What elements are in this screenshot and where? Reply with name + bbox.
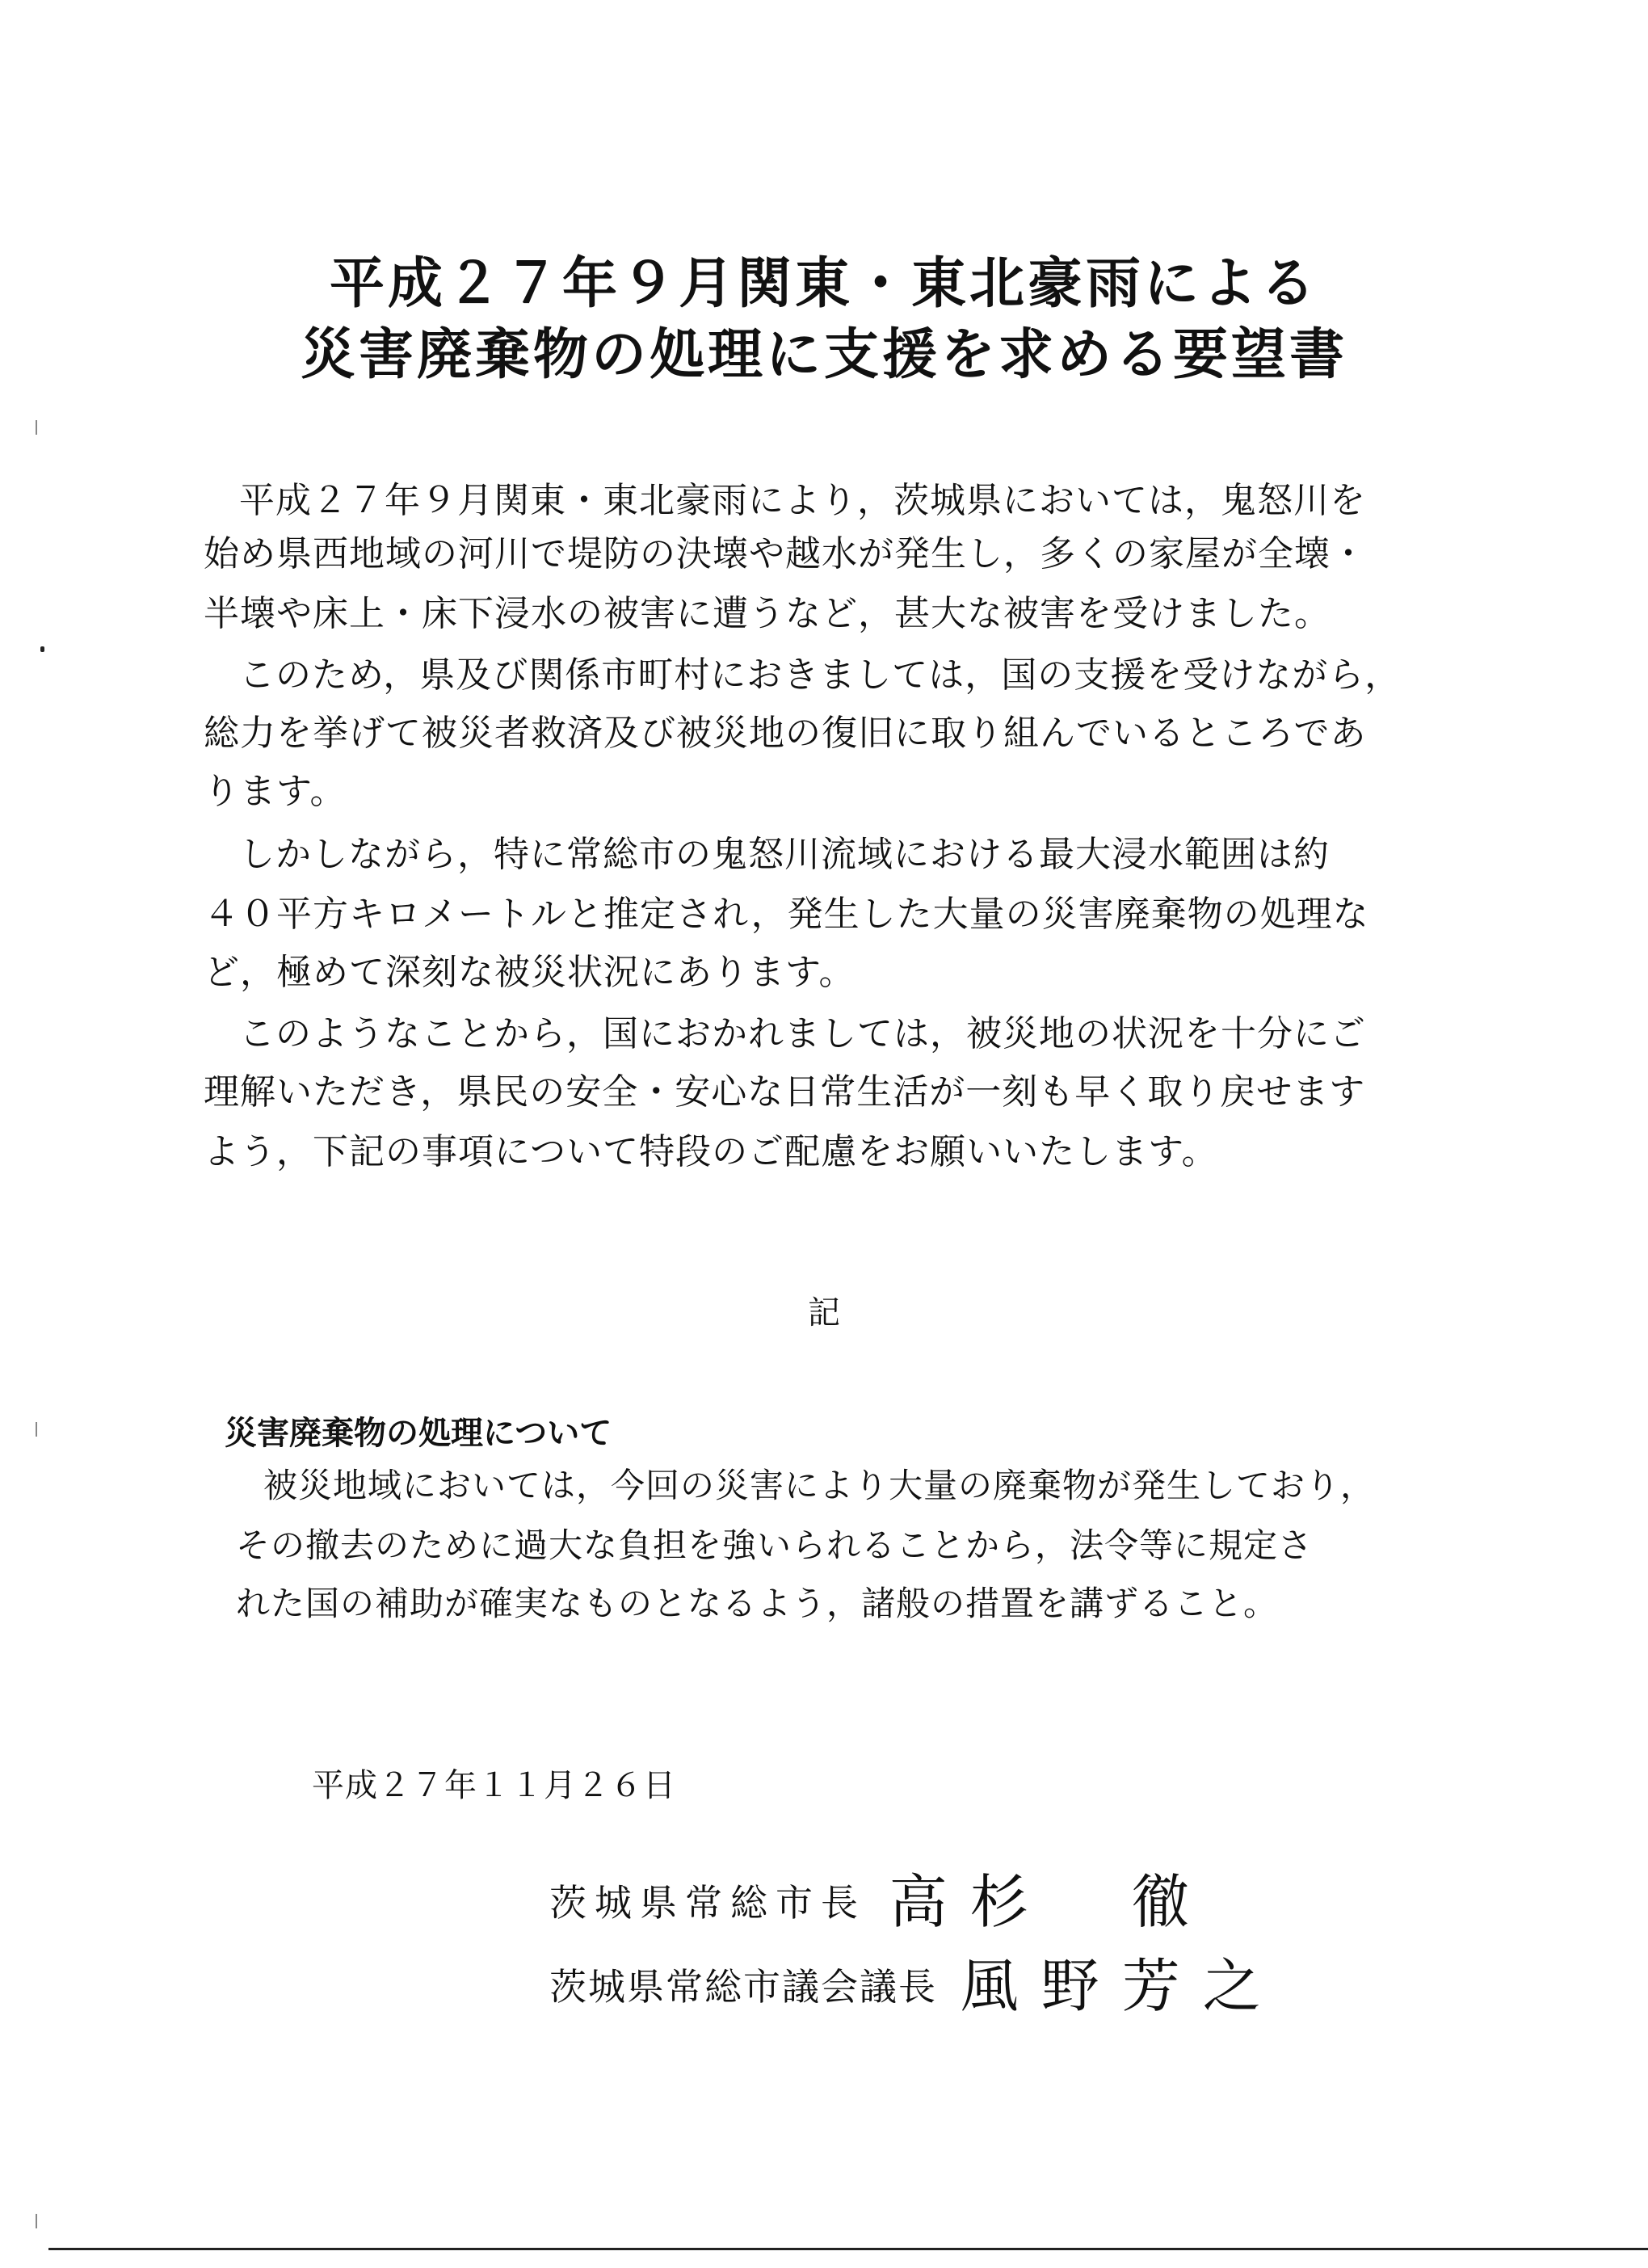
body-line: よう，下記の事項について特段のご配慮をお願いいたします。 [204, 1131, 1218, 1172]
ki-label: 記 [808, 1294, 840, 1332]
document-title-line-2: 災害廃棄物の処理に支援を求める要望書 [300, 323, 1347, 387]
scan-margin-mark [36, 420, 37, 435]
document-title-line-1: 平成２７年９月関東・東北豪雨による [329, 252, 1318, 316]
section-line: その撤去のために過大な負担を強いられることから，法令等に規定さ [236, 1525, 1314, 1565]
scan-speck [40, 646, 44, 652]
signature-name: 風野芳之 [960, 1952, 1284, 2020]
scan-margin-mark [36, 2214, 37, 2228]
body-line: 半壊や床上・床下浸水の被害に遭うなど，甚大な被害を受けました。 [204, 593, 1331, 634]
body-line: ど，極めて深刻な被災状況にあります。 [204, 952, 856, 993]
section-line: 被災地域においては，今回の災害により大量の廃棄物が発生しており， [263, 1466, 1376, 1505]
body-line: ４０平方キロメートルと推定され，発生した大量の災害廃棄物の処理な [204, 894, 1369, 935]
signature-title: 茨城県常総市長 [549, 1881, 866, 1925]
page-bottom-rule [48, 2248, 1648, 2250]
document-date: 平成２７年１１月２６日 [312, 1767, 676, 1804]
body-line: ります。 [204, 771, 347, 812]
signature-row-chair [549, 1939, 1284, 2023]
body-line: このため，県及び関係市町村におきましては，国の支援を受けながら， [239, 654, 1402, 696]
body-line: 総力を挙げて被災者救済及び被災地の復旧に取り組んでいるところであ [204, 713, 1367, 754]
section-heading: 災害廃棄物の処理について [225, 1415, 612, 1452]
signature-name: 高杉 徹 [889, 1868, 1213, 1936]
body-line: 理解いただき，県民の安全・安心な日常生活が一刻も早く取り戻せます [204, 1071, 1366, 1113]
section-line: れた国の補助が確実なものとなるよう，諸般の措置を講ずること。 [236, 1584, 1279, 1623]
body-line: このようなことから，国におかれましては，被災地の状況を十分にご [239, 1013, 1366, 1054]
signature-row-mayor [549, 1855, 1213, 1939]
scan-margin-mark [36, 1422, 37, 1437]
body-line: 平成２７年９月関東・東北豪雨により，茨城県においては，鬼怒川を [239, 480, 1366, 521]
body-line: しかしながら，特に常総市の鬼怒川流域における最大浸水範囲は約 [239, 834, 1330, 875]
body-line: 始め県西地域の河川で堤防の決壊や越水が発生し，多くの家屋が全壊・ [204, 533, 1367, 574]
signature-title: 茨城県常総市議会議長 [549, 1965, 937, 2009]
